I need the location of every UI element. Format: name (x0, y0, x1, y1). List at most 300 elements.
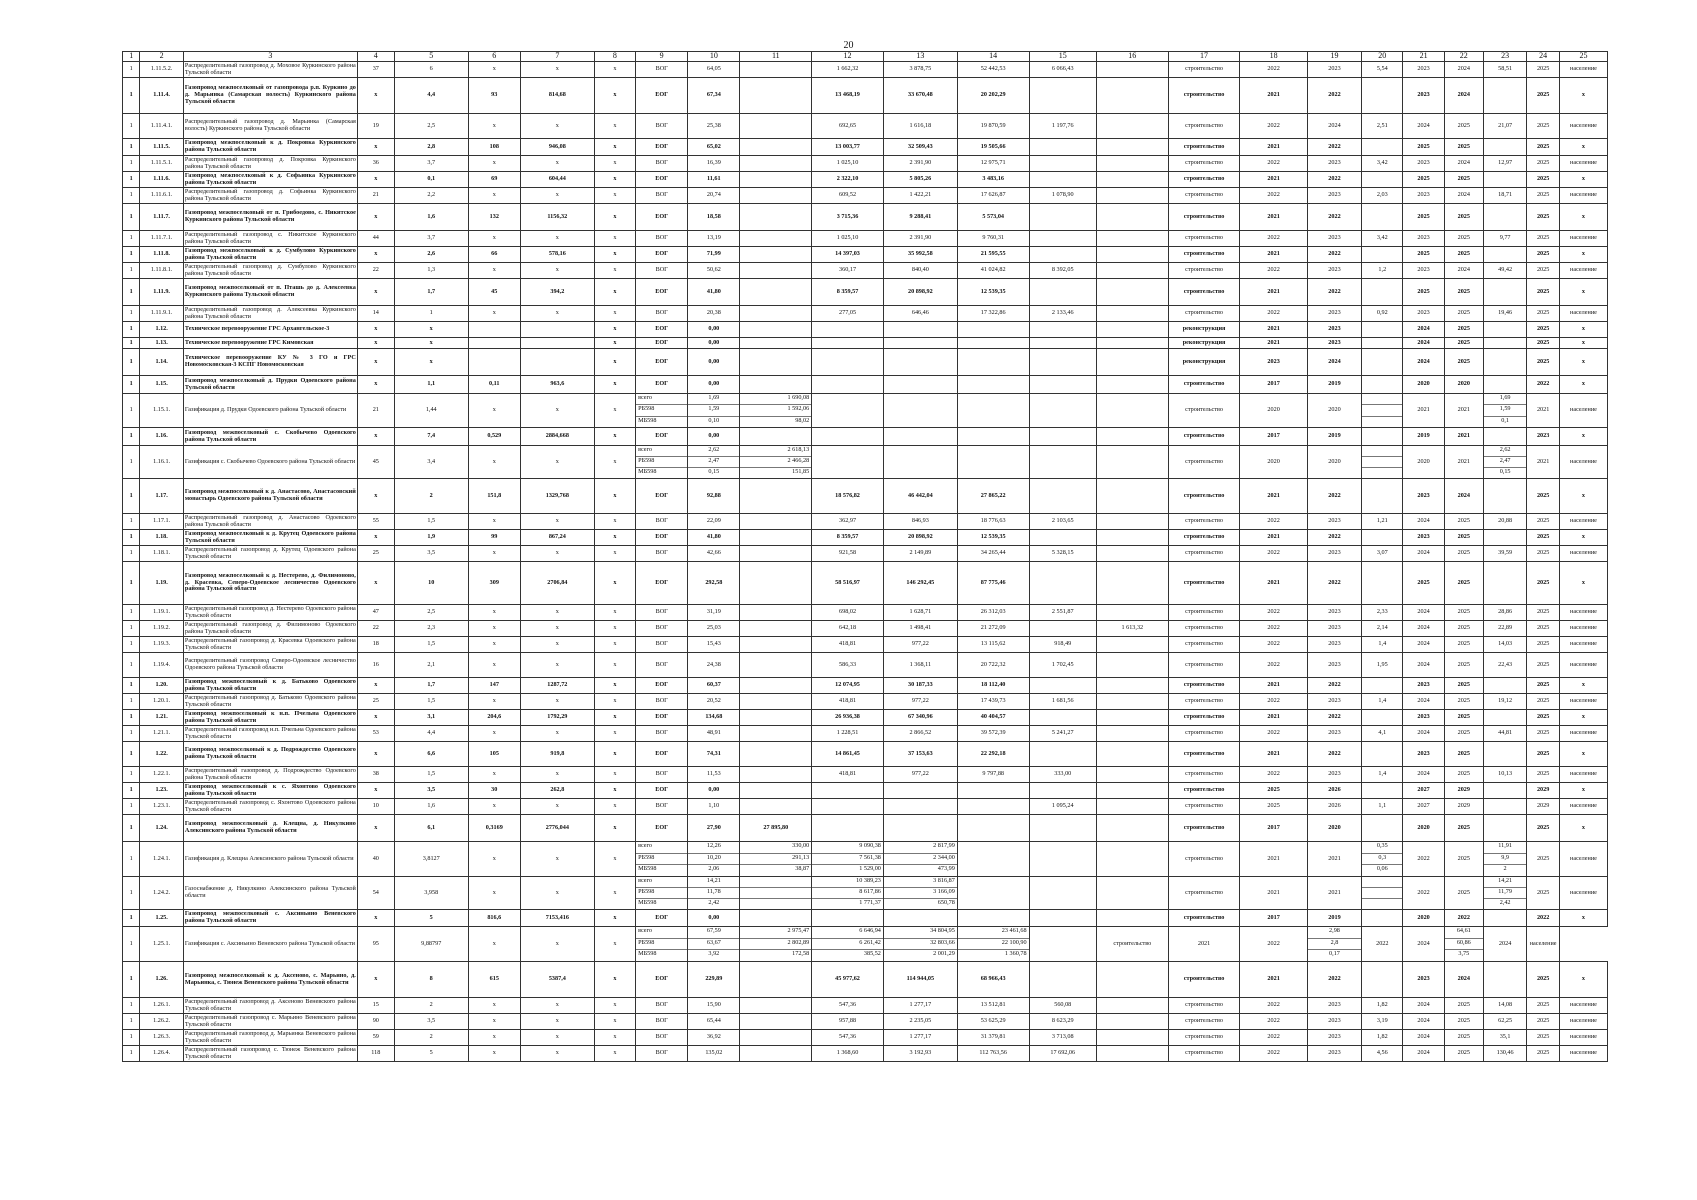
end-year-cell: 2022 (1307, 139, 1361, 156)
consumer-cell: население (1559, 1046, 1607, 1062)
col-21-cell: 2023 (1403, 188, 1444, 204)
consumer-cell: х (1559, 710, 1607, 726)
col-20-cell: 5,54 (1362, 62, 1403, 78)
col-4-cell: 19 (357, 114, 394, 139)
commission-year-cell: 2025 (1527, 479, 1560, 514)
col-21-cell: 2024 (1403, 927, 1444, 962)
cost-13-cell: 35 992,58 (883, 247, 957, 263)
col-20-cell: 1,4 (1362, 637, 1403, 653)
object-code-cell: 1.11.9. (140, 279, 183, 306)
col-4-cell: х (357, 678, 394, 694)
sub-value: 172,58 (792, 950, 810, 958)
start-year-cell: 2021 (1240, 877, 1307, 910)
cost-11-cell (740, 546, 812, 562)
col-6-cell: х (468, 546, 520, 562)
col-20-cell (1362, 139, 1403, 156)
col-21-cell: 2020 (1403, 910, 1444, 927)
start-year-cell: 2022 (1240, 927, 1307, 962)
col-22-cell: 2025 (1444, 114, 1483, 139)
table-row (123, 514, 1608, 530)
cost-14-cell: 12 975,71 (957, 156, 1029, 172)
cost-13-cell: 46 442,04 (883, 479, 957, 514)
cost-11-cell (740, 842, 812, 877)
table-row (123, 742, 1608, 767)
cost-13-cell: 2 391,90 (883, 156, 957, 172)
cost-16-cell (1096, 678, 1168, 694)
object-code-cell: 1.17.1. (140, 514, 183, 530)
sub-value: 98,02 (795, 416, 810, 424)
col-7-cell: 7153,416 (520, 910, 594, 927)
funding-source-cell (636, 927, 688, 962)
funding-source-cell: ЕОГ (636, 710, 688, 726)
col-6-cell: х (468, 927, 520, 962)
column-number: 9 (636, 52, 688, 62)
col-22-cell: 2024 (1444, 263, 1483, 279)
object-name-cell: Газопровод межпоселковый от п. Пташь до д. Алексеевка Куркинского района Тульской области (183, 279, 357, 306)
cost-16-cell (1096, 349, 1168, 376)
col-21-cell: 2023 (1403, 479, 1444, 514)
object-name-cell: Газопровод межпоселковый к д. Анастасово, Анастасовский монастырь Одоевского района Тульской области (183, 479, 357, 514)
col-21-cell: 2020 (1403, 446, 1444, 479)
sub-value: 0,15 (708, 468, 720, 475)
length-km-cell: 1,44 (394, 394, 468, 428)
col-20-cell: 1,95 (1362, 653, 1403, 678)
col-4-cell: 95 (357, 927, 394, 962)
cost-15-cell (1029, 710, 1096, 726)
cost-total-cell (688, 394, 740, 428)
object-name-cell: Распределительный газопровод д. Крутец Одоевского района Тульской области (184, 545, 356, 560)
work-type-cell: строительство (1168, 562, 1240, 605)
col-4-cell: 22 (357, 621, 394, 637)
object-code-cell: 1.12. (140, 322, 183, 338)
col-20-cell (1362, 349, 1403, 376)
row-level-cell: 1 (123, 514, 140, 530)
cost-total-cell: 24,38 (688, 653, 740, 678)
cost-11-cell (740, 78, 812, 114)
col-21-cell: 2024 (1403, 1046, 1444, 1062)
table-row (123, 710, 1608, 726)
cost-11-cell (740, 428, 812, 446)
funding-source-cell: ВОГ (636, 156, 688, 172)
sub-value: 1,69 (1484, 394, 1526, 405)
cost-16-cell (1096, 78, 1168, 114)
col-7-cell (520, 349, 594, 376)
funding-source-cell: ВОГ (636, 605, 688, 621)
col-6-cell: х (468, 394, 520, 428)
col-6-cell (468, 322, 520, 338)
work-type-cell: строительство (1168, 910, 1240, 927)
cost-15-cell: 1 197,76 (1029, 114, 1096, 139)
start-year-cell: 2021 (1240, 530, 1307, 546)
table-row (123, 799, 1608, 815)
consumer-cell: х (1559, 204, 1607, 231)
end-year-cell: 2022 (1307, 204, 1361, 231)
row-level-cell: 1 (123, 62, 140, 78)
col-6-cell: 0,529 (468, 428, 520, 446)
cost-16-cell (1096, 338, 1168, 349)
funding-source-cell: ЕОГ (636, 962, 688, 998)
table-row (123, 694, 1608, 710)
row-level-cell: 1 (123, 910, 140, 927)
cost-16-cell (1096, 114, 1168, 139)
col-23-cell (1483, 139, 1526, 156)
sub-value: 0,10 (708, 416, 720, 424)
col-21-cell: 2025 (1403, 562, 1444, 605)
col-21-cell: 2023 (1403, 678, 1444, 694)
column-number: 23 (1483, 52, 1526, 62)
work-type-cell: строительство (1168, 710, 1240, 726)
col-6-cell: 93 (468, 78, 520, 114)
consumer-cell: население (1559, 62, 1607, 78)
commission-year-cell: 2025 (1527, 263, 1560, 279)
sub-value: 64,61 (1445, 927, 1483, 939)
cost-16-cell (1096, 842, 1168, 877)
col-21-cell: 2024 (1403, 637, 1444, 653)
funding-source-cell: ВОГ (636, 726, 688, 742)
start-year-cell: 2022 (1240, 637, 1307, 653)
cost-12-cell: 2 322,10 (812, 172, 884, 188)
cost-total-cell: 0,00 (688, 783, 740, 799)
col-4-cell: 118 (357, 1046, 394, 1062)
col-23-cell: 21,07 (1483, 114, 1526, 139)
row-level-cell: 1 (123, 172, 140, 188)
work-type-cell: строительство (1168, 621, 1240, 637)
cost-14-cell (957, 799, 1029, 815)
col-22-cell: 2024 (1444, 62, 1483, 78)
consumer-cell: население (1559, 546, 1607, 562)
table-row (123, 247, 1608, 263)
cost-16-cell (1096, 62, 1168, 78)
cost-11-cell (740, 1046, 812, 1062)
funding-source-cell: ВОГ (636, 1014, 688, 1030)
object-code-cell: 1.23. (140, 783, 183, 799)
table-row (123, 204, 1608, 231)
cost-13-cell (883, 799, 957, 815)
col-8-cell: х (594, 446, 635, 479)
cost-16-cell (1096, 204, 1168, 231)
row-level-cell: 1 (123, 815, 140, 842)
col-7-cell: х (520, 694, 594, 710)
length-km-cell: х (394, 349, 468, 376)
sub-value: 473,99 (937, 865, 955, 873)
cost-14-cell: 17 322,86 (957, 306, 1029, 322)
col-6-cell: х (468, 998, 520, 1014)
consumer-cell: х (1559, 783, 1607, 799)
sub-value: МБ598 (638, 865, 657, 873)
commission-year-cell: 2025 (1527, 172, 1560, 188)
col-8-cell: х (594, 842, 635, 877)
funding-source-cell: ЕОГ (636, 783, 688, 799)
length-km-cell: 3,1 (394, 710, 468, 726)
end-year-cell: 2019 (1307, 428, 1361, 446)
commission-year-cell: 2025 (1527, 678, 1560, 694)
col-8-cell: х (594, 78, 635, 114)
start-year-cell: 2021 (1240, 742, 1307, 767)
col-22-cell: 2025 (1444, 1014, 1483, 1030)
cost-16-cell (1096, 799, 1168, 815)
consumer-cell: население (1559, 1030, 1607, 1046)
table-row (123, 231, 1608, 247)
commission-year-cell: 2025 (1527, 726, 1560, 742)
cost-total-cell: 36,92 (688, 1030, 740, 1046)
col-7-cell: х (520, 653, 594, 678)
column-number: 19 (1307, 52, 1361, 62)
end-year-cell: 2023 (1307, 231, 1361, 247)
cost-16-cell (1096, 742, 1168, 767)
col-6-cell: 132 (468, 204, 520, 231)
object-code-cell: 1.23.1. (140, 799, 183, 815)
funding-source-cell: ЕОГ (636, 78, 688, 114)
cost-12-cell: 609,52 (812, 188, 884, 204)
col-21-cell: 2027 (1403, 783, 1444, 799)
cost-14-cell: 20 202,29 (957, 78, 1029, 114)
col-23-cell: 20,88 (1483, 514, 1526, 530)
row-level-cell: 1 (123, 710, 140, 726)
col-22-cell: 2025 (1444, 530, 1483, 546)
consumer-cell: население (1559, 114, 1607, 139)
object-code-cell: 1.11.4.1. (140, 114, 183, 139)
consumer-cell: население (1559, 394, 1607, 428)
col-6-cell: х (468, 877, 520, 910)
work-type-cell: строительство (1168, 114, 1240, 139)
object-code-cell: 1.11.7. (140, 204, 183, 231)
cost-13-cell: 3 878,75 (883, 62, 957, 78)
sub-value: 63,67 (688, 939, 739, 951)
work-type-cell: строительство (1168, 742, 1240, 767)
sub-value: 34 804,95 (884, 927, 957, 939)
col-7-cell: 394,2 (520, 279, 594, 306)
sub-value: 1 592,06 (740, 405, 811, 416)
length-km-cell: 1,5 (394, 767, 468, 783)
start-year-cell: 2021 (1240, 479, 1307, 514)
consumer-cell: население (1559, 767, 1607, 783)
col-7-cell: х (520, 394, 594, 428)
funding-source-cell (636, 842, 688, 877)
cost-12-cell (812, 799, 884, 815)
col-8-cell: х (594, 927, 635, 962)
sub-value: 2 344,00 (884, 854, 957, 866)
end-year-cell: 2022 (1307, 279, 1361, 306)
col-4-cell: х (357, 742, 394, 767)
col-4-cell: 54 (357, 877, 394, 910)
end-year-cell: 2023 (1307, 998, 1361, 1014)
col-8-cell: х (594, 204, 635, 231)
table-row (123, 767, 1608, 783)
sub-value: 11,78 (688, 888, 739, 899)
length-km-cell: 1,5 (394, 514, 468, 530)
cost-14-cell (957, 842, 1029, 877)
cost-16-cell (1096, 562, 1168, 605)
cost-11-cell: 27 895,80 (740, 815, 812, 842)
col-21-cell: 2024 (1403, 546, 1444, 562)
sub-value: 9,9 (1484, 854, 1526, 866)
sub-value: МБ598 (638, 416, 657, 424)
col-20-cell (1362, 815, 1403, 842)
row-level-cell: 1 (123, 247, 140, 263)
length-km-cell: 2 (394, 1030, 468, 1046)
cost-11-cell (740, 694, 812, 710)
col-8-cell: х (594, 62, 635, 78)
consumer-cell: население (1559, 156, 1607, 172)
sub-value: 3 816,87 (884, 877, 957, 888)
col-21-cell: 2023 (1403, 156, 1444, 172)
funding-source-cell: ЕОГ (636, 338, 688, 349)
cost-14-cell: 26 312,03 (957, 605, 1029, 621)
cost-total-cell: 229,89 (688, 962, 740, 998)
object-code-cell: 1.21.1. (140, 726, 183, 742)
cost-14-cell: 27 865,22 (957, 479, 1029, 514)
object-name-cell: Газопровод межпоселковый к д. Нестерево, д. Филимоново, д. Красевка, Северо-Одоевское лесничество Одоевского района Тульской области (183, 562, 357, 605)
cost-16-cell (1096, 1046, 1168, 1062)
row-level-cell: 1 (123, 694, 140, 710)
col-21-cell: 2024 (1403, 1030, 1444, 1046)
start-year-cell: 2021 (1240, 710, 1307, 726)
table-row (123, 783, 1608, 799)
work-type-cell: строительство (1168, 263, 1240, 279)
work-type-cell: строительство (1168, 998, 1240, 1014)
col-8-cell: х (594, 188, 635, 204)
end-year-cell: 2022 (1307, 562, 1361, 605)
funding-source-cell: ЕОГ (636, 678, 688, 694)
col-21-cell: 2022 (1403, 877, 1444, 910)
cost-15-cell (1029, 678, 1096, 694)
cost-13-cell: 32 509,43 (883, 139, 957, 156)
cost-14-cell: 68 966,43 (957, 962, 1029, 998)
commission-year-cell: 2023 (1527, 428, 1560, 446)
cost-total-cell: 50,62 (688, 263, 740, 279)
col-22-cell: 2025 (1444, 1030, 1483, 1046)
consumer-cell: х (1559, 530, 1607, 546)
col-23-cell: 14,03 (1483, 637, 1526, 653)
row-level-cell: 1 (123, 742, 140, 767)
funding-source-cell: ВОГ (636, 998, 688, 1014)
cost-total-cell: 48,91 (688, 726, 740, 742)
row-level-cell: 1 (123, 349, 140, 376)
work-type-cell: строительство (1168, 1046, 1240, 1062)
col-7-cell: х (520, 156, 594, 172)
col-8-cell: х (594, 562, 635, 605)
cost-13-cell: 1 498,41 (883, 621, 957, 637)
table-row (123, 842, 1608, 877)
commission-year-cell: 2025 (1527, 204, 1560, 231)
sub-value: 2 618,13 (740, 446, 811, 457)
col-20-cell: 4,1 (1362, 726, 1403, 742)
length-km-cell: 2,6 (394, 247, 468, 263)
col-4-cell: х (357, 139, 394, 156)
cost-15-cell (1029, 621, 1096, 637)
cost-15-cell: 5 328,15 (1029, 546, 1096, 562)
cost-15-cell: 8 623,29 (1029, 1014, 1096, 1030)
sub-value: 2 975,47 (740, 927, 811, 939)
cost-12-cell: 18 576,82 (812, 479, 884, 514)
object-name-cell: Газопровод межпоселковый к д. Софьинка Куркинского района Тульской области (184, 171, 356, 186)
col-6-cell: х (468, 514, 520, 530)
length-km-cell: 8 (394, 962, 468, 998)
col-23-cell (1483, 349, 1526, 376)
col-6-cell: 0,3169 (468, 815, 520, 842)
col-22-cell: 2025 (1444, 139, 1483, 156)
table-row (123, 188, 1608, 204)
col-6-cell: х (468, 1046, 520, 1062)
object-name-cell: Распределительный газопровод н.п. Пчельна Одоевского района Тульской области (184, 725, 356, 740)
col-20-cell (1362, 783, 1403, 799)
column-number: 25 (1559, 52, 1607, 62)
work-type-cell: строительство (1168, 479, 1240, 514)
sub-value: 2 802,89 (740, 939, 811, 951)
table-row (123, 637, 1608, 653)
sub-value (1362, 417, 1402, 427)
length-km-cell: 3,7 (394, 231, 468, 247)
cost-14-cell: 5 573,04 (957, 204, 1029, 231)
start-year-cell: 2021 (1240, 678, 1307, 694)
col-7-cell: х (520, 799, 594, 815)
column-number: 4 (357, 52, 394, 62)
col-6-cell: 45 (468, 279, 520, 306)
object-code-cell: 1.15. (140, 376, 183, 394)
cost-13-cell (883, 842, 957, 877)
col-20-cell: 3,42 (1362, 156, 1403, 172)
work-type-cell: строительство (1168, 767, 1240, 783)
commission-year-cell: 2025 (1527, 114, 1560, 139)
table-row (123, 78, 1608, 114)
consumer-cell: х (1559, 428, 1607, 446)
cost-15-cell: 333,00 (1029, 767, 1096, 783)
work-type-cell: строительство (1168, 376, 1240, 394)
commission-year-cell: 2025 (1527, 962, 1560, 998)
row-level-cell: 1 (123, 446, 140, 479)
length-km-cell: 6,1 (394, 815, 468, 842)
start-year-cell: 2021 (1240, 279, 1307, 306)
funding-source-cell: ЕОГ (636, 428, 688, 446)
col-6-cell: х (468, 231, 520, 247)
cost-11-cell (740, 927, 812, 962)
sub-value: всего (636, 877, 687, 888)
cost-total-cell: 0,00 (688, 428, 740, 446)
cost-13-cell: 1 628,71 (883, 605, 957, 621)
cost-12-cell: 642,18 (812, 621, 884, 637)
col-21-cell: 2020 (1403, 815, 1444, 842)
cost-total-cell: 41,80 (688, 279, 740, 306)
col-23-cell (1483, 279, 1526, 306)
cost-14-cell: 41 024,82 (957, 263, 1029, 279)
cost-15-cell (1029, 139, 1096, 156)
sub-value: 2 001,29 (933, 950, 955, 958)
object-code-cell: 1.11.7.1. (140, 231, 183, 247)
funding-source-cell (636, 877, 688, 910)
row-level-cell: 1 (123, 114, 140, 139)
length-km-cell: 1,5 (394, 694, 468, 710)
cost-13-cell (883, 815, 957, 842)
col-23-cell (1483, 530, 1526, 546)
commission-year-cell: 2025 (1527, 62, 1560, 78)
col-21-cell: 2023 (1403, 231, 1444, 247)
column-number: 20 (1362, 52, 1403, 62)
col-20-cell (1362, 376, 1403, 394)
col-22-cell: 2024 (1444, 479, 1483, 514)
col-7-cell: х (520, 514, 594, 530)
end-year-cell: 2020 (1307, 446, 1361, 479)
sub-value: 2,42 (708, 899, 720, 906)
col-7-cell: х (520, 767, 594, 783)
col-20-cell: 1,82 (1362, 1030, 1403, 1046)
object-code-cell: 1.18.1. (140, 546, 183, 562)
col-23-cell (1483, 842, 1526, 877)
length-km-cell: 3,5 (394, 783, 468, 799)
row-level-cell: 1 (123, 530, 140, 546)
col-4-cell: 15 (357, 998, 394, 1014)
object-code-cell: 1.11.9.1. (140, 306, 183, 322)
cost-15-cell (1029, 279, 1096, 306)
